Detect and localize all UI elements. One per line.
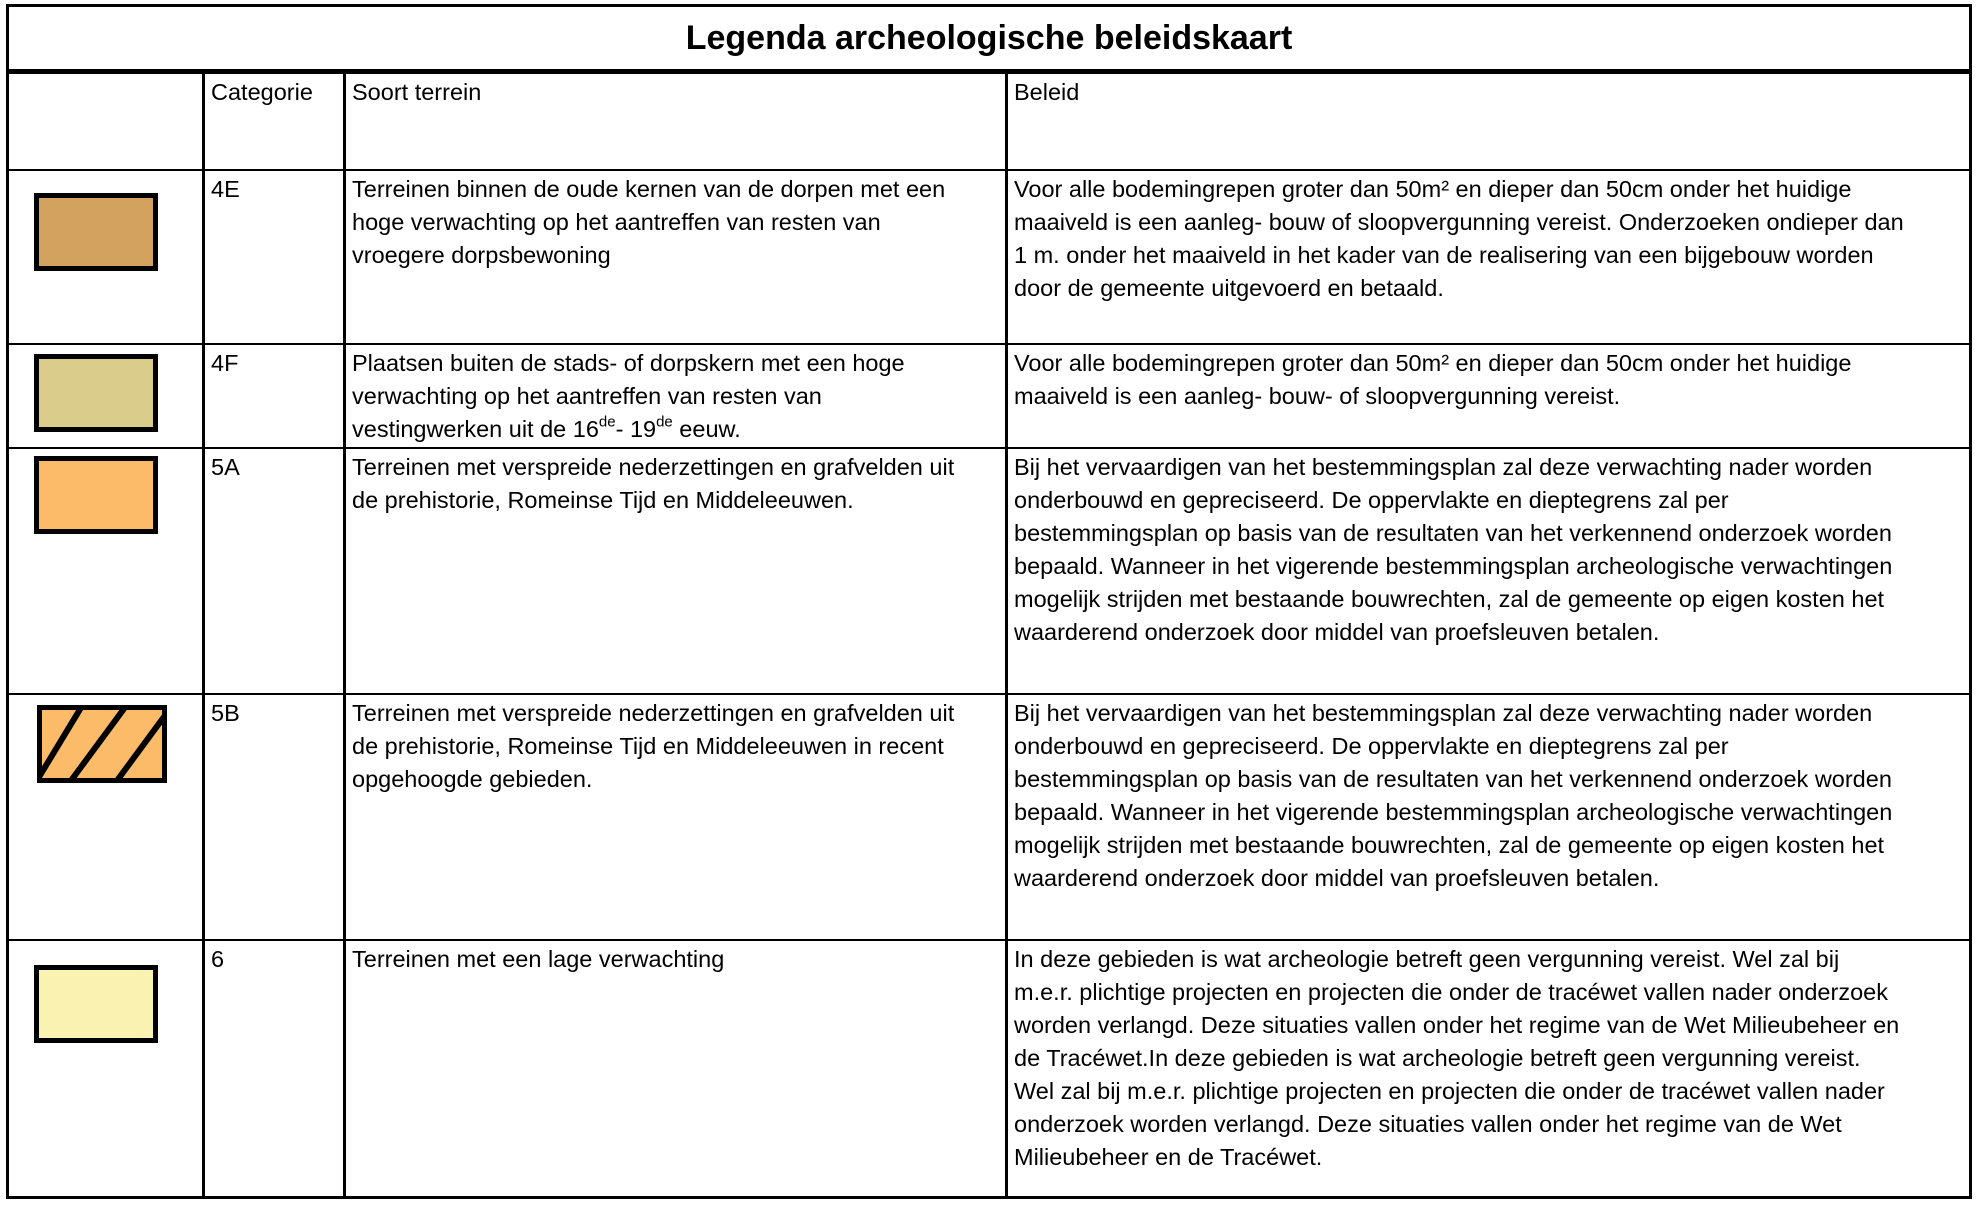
beleid-text: In deze gebieden is wat archeologie betreft geen vergunning vereist. Wel zal bij m.e.r. plichtige projecten en projecten die onder de tracéwet vallen nader onderzoek worden verlangd. Deze situaties vallen onder het regime van de Wet Milieubeheer en de Tracéwet.In deze gebieden is wat archeologie betreft geen vergunning vereist. Wel zal bij m.e.r. plichtige projecten en projecten die onder de tracéwet vallen nader onderzoek worden verlangd. Deze situaties vallen onder het regime van de Wet Milieubeheer en de Tracéwet. bbox=[1014, 946, 1900, 1170]
category-code: 4E bbox=[211, 176, 240, 202]
soort-terrein-text: Terreinen met een lage verwachting bbox=[352, 946, 725, 972]
beleid-text: Voor alle bodemingrepen groter dan 50m² en dieper dan 50cm onder het huidige maaiveld is een aanleg- bouw of sloopvergunning vereist. Onderzoeken ondieper dan 1 m. onder het maaiveld in het kader van de realisering van een bijgebouw worden door de gemeente uitgevoerd en betaald. bbox=[1014, 176, 1904, 301]
soort-terrein-text: Terreinen met verspreide nederzettingen en grafvelden uit de prehistorie, Romeinse Tijd en Middeleeuwen. bbox=[352, 454, 955, 513]
table-row bbox=[9, 169, 1969, 345]
table-row bbox=[9, 447, 1969, 695]
header-row bbox=[9, 74, 1969, 170]
category-code: 5B bbox=[211, 700, 240, 726]
soort-terrein-text: Terreinen binnen de oude kernen van de dorpen met een hoge verwachting op het aantreffen van resten van vroegere dorpsbewoning bbox=[352, 176, 946, 268]
header-beleid: Beleid bbox=[1014, 79, 1080, 105]
category-code: 6 bbox=[211, 946, 225, 972]
page-title: Legenda archeologische beleidskaart bbox=[685, 19, 1293, 57]
beleid-text: Bij het vervaardigen van het bestemmingsplan zal deze verwachting nader worden onderbouwd en gepreciseerd. De oppervlakte en dieptegrens zal per bestemmingsplan op basis van de resultaten van het verkennend onderzoek worden bepaald. Wanneer in het vigerende bestemmingsplan archeologische verwachtingen mogelijk strijden met bestaande bouwrechten, zal de gemeente op eigen kosten het waarderend onderzoek door middel van proefsleuven betalen. bbox=[1014, 454, 1893, 645]
header-categorie: Categorie bbox=[211, 79, 313, 105]
table-row bbox=[9, 939, 1969, 1199]
category-code: 5A bbox=[211, 454, 240, 480]
soort-terrein-text: Plaatsen buiten de stads- of dorpskern met een hoge verwachting op het aantreffen van resten van vestingwerken uit de 16de- 19de eeuw. bbox=[352, 350, 905, 442]
legend-swatch bbox=[34, 354, 158, 432]
legend-swatch bbox=[34, 193, 158, 271]
title-bar bbox=[9, 7, 1969, 74]
header-soort-terrein: Soort terrein bbox=[352, 79, 482, 105]
hatch-pattern bbox=[42, 710, 162, 778]
beleid-text: Bij het vervaardigen van het bestemmingsplan zal deze verwachting nader worden onderbouwd en gepreciseerd. De oppervlakte en dieptegrens zal per bestemmingsplan op basis van de resultaten van het verkennend onderzoek worden bepaald. Wanneer in het vigerende bestemmingsplan archeologische verwachtingen mogelijk strijden met bestaande bouwrechten, zal de gemeente op eigen kosten het waarderend onderzoek door middel van proefsleuven betalen. bbox=[1014, 700, 1893, 891]
beleid-text: Voor alle bodemingrepen groter dan 50m² en dieper dan 50cm onder het huidige maaiveld is een aanleg- bouw- of sloopvergunning vereist. bbox=[1014, 350, 1852, 409]
legend-swatch bbox=[34, 965, 158, 1043]
table-row bbox=[9, 343, 1969, 449]
category-code: 4F bbox=[211, 350, 239, 376]
legend-swatch bbox=[37, 705, 167, 783]
legend-swatch bbox=[34, 456, 158, 534]
legend-table bbox=[6, 4, 1972, 1199]
table-row bbox=[9, 693, 1969, 941]
soort-terrein-text: Terreinen met verspreide nederzettingen en grafvelden uit de prehistorie, Romeinse Tijd en Middeleeuwen in recent opgehoogde gebieden. bbox=[352, 700, 955, 792]
